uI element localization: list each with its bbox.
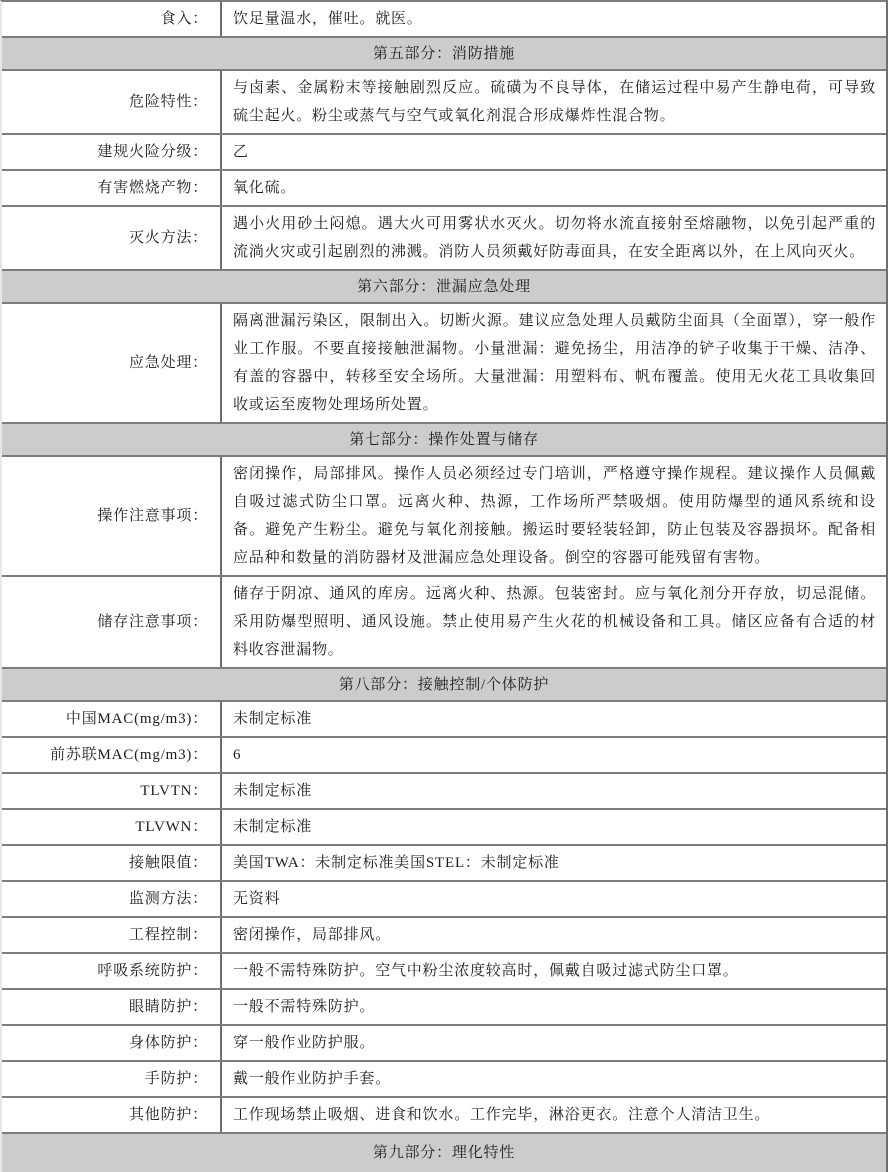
row-value-text: 与卤素、金属粉末等接触剧烈反应。硫磺为不良导体，在储运过程中易产生静电荷，可导致硫尘起火。粉尘或蒸气与空气或氧化剂混合形成爆炸性混合物。 <box>233 80 876 124</box>
row-value <box>222 774 886 808</box>
row-value-text: 乙 <box>233 144 249 160</box>
row-value-text: 未制定标准 <box>233 711 313 727</box>
row-value-text: 未制定标准 <box>233 783 313 799</box>
table-row-engineering-controls <box>2 918 886 954</box>
row-value <box>222 1026 886 1060</box>
table-row-handling-precautions <box>2 457 886 577</box>
row-label <box>2 918 222 952</box>
row-label-text: 眼睛防护： <box>128 999 208 1015</box>
table-row-respiratory-protection <box>2 954 886 990</box>
row-label-text: 监测方法： <box>128 891 208 907</box>
table-row-combustion-products <box>2 171 886 207</box>
row-label <box>2 702 222 736</box>
row-value <box>222 810 886 844</box>
section-title: 第七部分：操作处置与储存 <box>349 431 539 448</box>
row-label <box>2 954 222 988</box>
row-value <box>222 882 886 916</box>
table-row-tlvwn <box>2 810 886 846</box>
row-label <box>2 304 222 422</box>
table-row-hand-protection <box>2 1062 886 1098</box>
row-label <box>2 1098 222 1132</box>
row-value <box>222 1062 886 1096</box>
section-title: 第八部分：接触控制/个体防护 <box>338 676 550 693</box>
row-value <box>222 990 886 1024</box>
row-label-text: 中国MAC(mg/m3)： <box>65 711 208 727</box>
row-value-text: 美国TWA：未制定标准美国STEL：未制定标准 <box>233 855 560 871</box>
row-value-text: 穿一般作业防护服。 <box>233 1035 376 1051</box>
row-label-text: 灭火方法： <box>128 230 208 246</box>
row-value-text: 6 <box>233 747 242 763</box>
row-value-text: 储存于阴凉、通风的库房。远离火种、热源。包装密封。应与氧化剂分开存放，切忌混储。采用防爆型照明、通风设施。禁止使用易产生火花的机械设备和工具。储区应备有合适的材料收容泄漏物。 <box>233 586 876 658</box>
row-value <box>222 304 886 422</box>
row-label-text: 操作注意事项： <box>97 508 208 524</box>
row-label-text: 前苏联MAC(mg/m3)： <box>50 747 208 763</box>
row-label-text: 接触限值： <box>128 855 208 871</box>
row-value-text: 密闭操作，局部排风。操作人员必须经过专门培训，严格遵守操作规程。建议操作人员佩戴自吸过滤式防尘口罩。远离火种、热源，工作场所严禁吸烟。使用防爆型的通风系统和设备。避免产生粉尘。避免与氧化剂接触。搬运时要轻装轻卸，防止包装及容器损坏。配备相应品种和数量的消防器材及泄漏应急处理设备。倒空的容器可能残留有害物。 <box>233 466 876 566</box>
row-label <box>2 577 222 667</box>
row-label-text: 应急处理： <box>128 355 208 371</box>
table-row-hazard-characteristics <box>2 71 886 135</box>
section-header-part8 <box>2 669 886 702</box>
row-value-text: 无资料 <box>233 891 281 907</box>
table-row-body-protection <box>2 1026 886 1062</box>
row-value <box>222 577 886 667</box>
row-value <box>222 2 886 36</box>
row-label <box>2 774 222 808</box>
table-row-china-mac <box>2 702 886 738</box>
row-value-text: 一般不需特殊防护。 <box>233 999 376 1015</box>
row-label <box>2 71 222 133</box>
section-title: 第五部分：消防措施 <box>372 45 516 62</box>
row-label-text: 手防护： <box>144 1071 208 1087</box>
row-value <box>222 171 886 205</box>
section-title: 第九部分：理化特性 <box>372 1145 516 1161</box>
row-label <box>2 457 222 575</box>
row-label <box>2 1026 222 1060</box>
row-value <box>222 135 886 169</box>
row-label-text: 工程控制： <box>128 927 208 943</box>
row-label-text: 身体防护： <box>128 1035 208 1051</box>
row-label <box>2 135 222 169</box>
row-value <box>222 918 886 952</box>
row-label <box>2 810 222 844</box>
table-row-tlvtn <box>2 774 886 810</box>
table-row-storage-precautions <box>2 577 886 669</box>
table-row-ingestion <box>2 2 886 38</box>
row-label-text: TLVWN： <box>135 819 208 835</box>
row-label-text: 建规火险分级： <box>97 144 208 160</box>
row-label <box>2 882 222 916</box>
section-title: 第六部分：泄漏应急处理 <box>357 278 531 295</box>
row-label <box>2 171 222 205</box>
section-header-part7 <box>2 424 886 457</box>
row-value-text: 隔离泄漏污染区，限制出入。切断火源。建议应急处理人员戴防尘面具（全面罩），穿一般作业工作服。不要直接接触泄漏物。小量泄漏：避免扬尘，用洁净的铲子收集于干燥、洁净、有盖的容器中，转移至安全场所。大量泄漏：用塑料布、帆布覆盖。使用无火花工具收集回收或运至废物处理场所处置。 <box>233 313 876 413</box>
row-label-text: TLVTN： <box>140 783 208 799</box>
row-label <box>2 990 222 1024</box>
table-row-emergency-response <box>2 304 886 424</box>
row-value <box>222 954 886 988</box>
row-value <box>222 457 886 575</box>
row-value <box>222 846 886 880</box>
table-row-extinguishing-methods <box>2 207 886 271</box>
section-header-part6 <box>2 271 886 304</box>
row-label <box>2 1062 222 1096</box>
section-header-part9 <box>2 1134 886 1172</box>
row-value <box>222 207 886 269</box>
table-row-other-protection <box>2 1098 886 1134</box>
row-label-text: 储存注意事项： <box>97 614 208 630</box>
row-value-text: 密闭操作，局部排风。 <box>233 927 392 943</box>
table-row-eye-protection <box>2 990 886 1026</box>
row-label-text: 有害燃烧产物： <box>97 180 208 196</box>
table-row-fire-class <box>2 135 886 171</box>
row-value-text: 戴一般作业防护手套。 <box>233 1071 392 1087</box>
table-row-monitoring-method <box>2 882 886 918</box>
row-label-text: 食入： <box>160 11 208 27</box>
row-value-text: 遇小火用砂土闷熄。遇大火可用雾状水灭火。切勿将水流直接射至熔融物，以免引起严重的流淌火灾或引起剧烈的沸溅。消防人员须戴好防毒面具，在安全距离以外，在上风向灭火。 <box>233 216 876 260</box>
table-row-exposure-limits <box>2 846 886 882</box>
row-value <box>222 1098 886 1132</box>
row-label <box>2 2 222 36</box>
row-label <box>2 207 222 269</box>
row-value <box>222 71 886 133</box>
row-label <box>2 846 222 880</box>
row-value-text: 工作现场禁止吸烟、进食和饮水。工作完毕，淋浴更衣。注意个人清洁卫生。 <box>233 1107 771 1123</box>
row-label-text: 危险特性： <box>128 94 208 110</box>
row-value-text: 未制定标准 <box>233 819 313 835</box>
row-value-text: 氧化硫。 <box>233 180 297 196</box>
row-value-text: 饮足量温水，催吐。就医。 <box>233 11 423 27</box>
row-value <box>222 738 886 772</box>
row-value-text: 一般不需特殊防护。空气中粉尘浓度较高时，佩戴自吸过滤式防尘口罩。 <box>233 963 739 979</box>
row-value <box>222 702 886 736</box>
section-header-part5 <box>2 38 886 71</box>
table-row-ussr-mac <box>2 738 886 774</box>
row-label-text: 其他防护： <box>128 1107 208 1123</box>
row-label <box>2 738 222 772</box>
row-label-text: 呼吸系统防护： <box>97 963 208 979</box>
